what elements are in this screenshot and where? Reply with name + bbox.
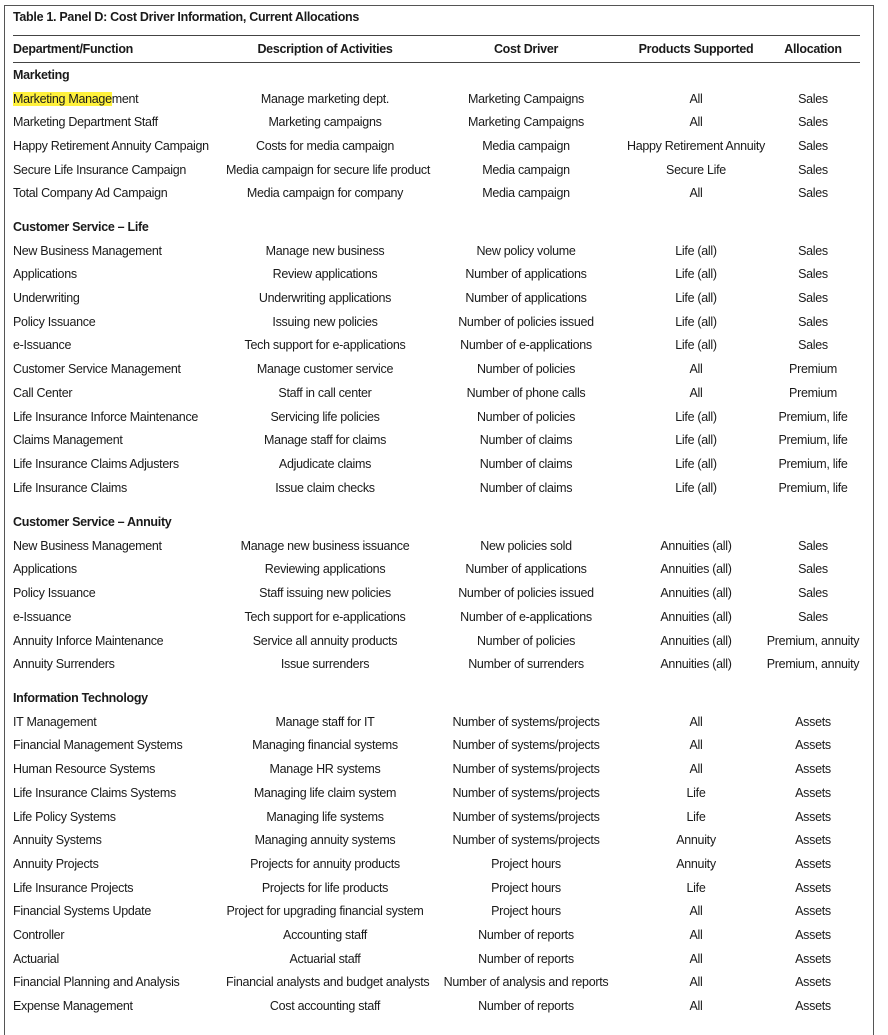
cell-description: Accounting staff	[283, 928, 367, 942]
cell-products: Life (all)	[675, 338, 717, 352]
cell-department: Life Insurance Projects	[13, 881, 134, 895]
section-header	[0, 511, 888, 534]
section-title: Information Technology	[13, 691, 148, 705]
cell-cost-driver: Media campaign	[482, 139, 570, 153]
cell-products: All	[689, 762, 703, 776]
cell-department: Policy Issuance	[13, 315, 96, 329]
cell-products: Annuities (all)	[660, 610, 732, 624]
cell-products: All	[689, 115, 703, 129]
table-row	[0, 711, 888, 734]
cell-description: Tech support for e-applications	[244, 610, 406, 624]
cell-cost-driver: Number of applications	[465, 562, 587, 576]
section-title: Customer Service – Life	[13, 220, 149, 234]
cell-cost-driver: Number of policies	[476, 634, 576, 648]
table-row	[0, 924, 888, 947]
cell-description: Projects for life products	[261, 881, 389, 895]
cell-allocation: Assets	[795, 999, 831, 1013]
cell-cost-driver: Number of policies issued	[458, 315, 594, 329]
cell-cost-driver: Number of systems/projects	[452, 810, 600, 824]
header-cost-driver: Cost Driver	[493, 42, 559, 56]
cell-cost-driver: Marketing Campaigns	[468, 92, 584, 106]
cell-cost-driver: New policy volume	[476, 244, 576, 258]
cell-products: Annuity	[676, 857, 716, 871]
cell-department: Secure Life Insurance Campaign	[13, 163, 187, 177]
cell-department	[13, 88, 138, 111]
cell-allocation: Assets	[795, 881, 831, 895]
table-row	[0, 429, 888, 452]
cell-description: Reviewing applications	[264, 562, 386, 576]
cell-products: All	[689, 999, 703, 1013]
cell-cost-driver: Number of analysis and reports	[443, 975, 609, 989]
cell-allocation: Premium, annuity	[766, 634, 860, 648]
table-row	[0, 782, 888, 805]
cell-allocation: Premium	[789, 386, 837, 400]
cell-department: Controller	[13, 928, 65, 942]
table-row	[0, 948, 888, 971]
cell-products: Annuities (all)	[660, 562, 732, 576]
cell-allocation: Premium, life	[778, 457, 848, 471]
cell-products: Life (all)	[675, 244, 717, 258]
cell-description: Review applications	[272, 267, 378, 281]
cell-allocation: Sales	[798, 610, 828, 624]
cell-cost-driver: Number of e-applications	[460, 338, 592, 352]
cell-cost-driver: Number of policies	[476, 362, 576, 376]
cell-products: All	[689, 186, 703, 200]
cell-cost-driver: Number of systems/projects	[452, 762, 600, 776]
cell-description: Manage customer service	[256, 362, 394, 376]
cell-description: Cost accounting staff	[269, 999, 381, 1013]
table-row	[0, 453, 888, 476]
cell-allocation: Premium, life	[778, 481, 848, 495]
cell-products: Annuities (all)	[660, 634, 732, 648]
cell-description: Marketing campaigns	[268, 115, 382, 129]
cell-cost-driver: Number of systems/projects	[452, 738, 600, 752]
cell-description: Staff issuing new policies	[259, 586, 391, 600]
cell-allocation: Assets	[795, 833, 831, 847]
cell-department: Life Insurance Claims Adjusters	[13, 457, 179, 471]
table-row	[0, 971, 888, 994]
table-title: Table 1. Panel D: Cost Driver Information, Current Allocations	[13, 10, 360, 24]
table-row	[0, 758, 888, 781]
header-allocation: Allocation	[784, 42, 842, 56]
cell-department: New Business Management	[13, 539, 162, 553]
cell-cost-driver: Project hours	[491, 904, 561, 918]
cell-products: Secure Life	[666, 163, 726, 177]
cell-description: Service all annuity products	[252, 634, 398, 648]
cell-allocation: Assets	[795, 762, 831, 776]
table-row	[0, 263, 888, 286]
cell-description: Projects for annuity products	[250, 857, 400, 871]
cell-products: Life (all)	[675, 481, 717, 495]
cell-department: Claims Management	[13, 433, 123, 447]
cell-cost-driver: Media campaign	[482, 186, 570, 200]
cell-products: Annuities (all)	[660, 657, 732, 671]
table-row	[0, 135, 888, 158]
cell-products: All	[689, 975, 703, 989]
cell-allocation: Assets	[795, 857, 831, 871]
cell-allocation: Premium, annuity	[766, 657, 860, 671]
cell-department: Marketing Department Staff	[13, 115, 158, 129]
cell-allocation: Sales	[798, 139, 828, 153]
cell-department: Annuity Inforce Maintenance	[13, 634, 164, 648]
cell-department: Financial Management Systems	[13, 738, 183, 752]
cell-department: Policy Issuance	[13, 586, 96, 600]
table-row	[0, 806, 888, 829]
cell-department: Expense Management	[13, 999, 133, 1013]
table-row	[0, 406, 888, 429]
cell-allocation: Premium, life	[778, 433, 848, 447]
cell-department: Life Insurance Claims Systems	[13, 786, 176, 800]
cell-products: Life (all)	[675, 315, 717, 329]
cell-description: Media campaign for company	[246, 186, 404, 200]
table-row	[0, 477, 888, 500]
cell-cost-driver: Number of e-applications	[460, 610, 592, 624]
cell-allocation: Sales	[798, 267, 828, 281]
cell-allocation: Premium, life	[778, 410, 848, 424]
cell-department: Life Insurance Inforce Maintenance	[13, 410, 199, 424]
table-row	[0, 558, 888, 581]
cell-cost-driver: New policies sold	[480, 539, 572, 553]
cell-products: Annuities (all)	[660, 539, 732, 553]
cell-department: Underwriting	[13, 291, 80, 305]
table-row	[0, 88, 888, 111]
cell-allocation: Premium	[789, 362, 837, 376]
cell-products: All	[689, 92, 703, 106]
cell-description: Media campaign for secure life product	[226, 163, 430, 177]
cell-department: Annuity Surrenders	[13, 657, 115, 671]
table-row	[0, 111, 888, 134]
section-title: Marketing	[13, 68, 70, 82]
cell-allocation: Assets	[795, 715, 831, 729]
cell-products: Life (all)	[675, 433, 717, 447]
section-header	[0, 687, 888, 710]
table-row	[0, 334, 888, 357]
table-row	[0, 877, 888, 900]
cell-description: Managing life claim system	[253, 786, 397, 800]
cell-department: Annuity Projects	[13, 857, 99, 871]
cell-department: New Business Management	[13, 244, 162, 258]
cell-department: e-Issuance	[13, 610, 72, 624]
cell-products: Life (all)	[675, 457, 717, 471]
table-row	[0, 630, 888, 653]
cell-products: Life	[686, 881, 706, 895]
table-row	[0, 606, 888, 629]
highlighted-text: Marketing Manage	[13, 92, 112, 106]
cell-products: All	[689, 386, 703, 400]
cell-cost-driver: Project hours	[491, 857, 561, 871]
cell-description: Manage staff for IT	[275, 715, 375, 729]
cell-products: Life (all)	[675, 291, 717, 305]
section-header	[0, 216, 888, 239]
cell-description: Managing financial systems	[252, 738, 398, 752]
cell-cost-driver: Number of systems/projects	[452, 715, 600, 729]
cell-products: Life	[686, 810, 706, 824]
cell-products: All	[689, 952, 703, 966]
table-row	[0, 995, 888, 1018]
cell-allocation: Sales	[798, 115, 828, 129]
cell-description: Underwriting applications	[258, 291, 392, 305]
cell-description: Tech support for e-applications	[244, 338, 406, 352]
cell-cost-driver: Number of policies	[476, 410, 576, 424]
cell-allocation: Assets	[795, 975, 831, 989]
header-row	[0, 38, 888, 61]
cell-department: Customer Service Management	[13, 362, 181, 376]
cell-description: Staff in call center	[278, 386, 372, 400]
table-row	[0, 240, 888, 263]
table-row	[0, 358, 888, 381]
cell-cost-driver: Number of claims	[479, 433, 573, 447]
cell-allocation: Sales	[798, 186, 828, 200]
cell-products: Life (all)	[675, 410, 717, 424]
cell-cost-driver: Number of reports	[478, 928, 574, 942]
table-row	[0, 159, 888, 182]
cell-cost-driver: Number of systems/projects	[452, 833, 600, 847]
cell-products: Happy Retirement Annuity	[626, 139, 765, 153]
cell-products: Life	[686, 786, 706, 800]
cell-products: All	[689, 904, 703, 918]
cell-allocation: Sales	[798, 586, 828, 600]
cell-cost-driver: Number of policies issued	[458, 586, 594, 600]
cell-department: Actuarial	[13, 952, 59, 966]
cell-products: All	[689, 928, 703, 942]
header-description: Description of Activities	[257, 42, 393, 56]
section-header	[0, 64, 888, 87]
cell-allocation: Sales	[798, 291, 828, 305]
cell-description: Financial analysts and budget analysts	[226, 975, 430, 989]
cell-allocation: Sales	[798, 338, 828, 352]
table-row	[0, 382, 888, 405]
cell-description: Project for upgrading financial system	[226, 904, 424, 918]
cell-department: Human Resource Systems	[13, 762, 156, 776]
cell-allocation: Assets	[795, 786, 831, 800]
cell-cost-driver: Project hours	[491, 881, 561, 895]
table-row	[0, 900, 888, 923]
cell-allocation: Sales	[798, 92, 828, 106]
cell-cost-driver: Number of reports	[478, 952, 574, 966]
cell-allocation: Sales	[798, 244, 828, 258]
cell-description: Manage new business issuance	[240, 539, 410, 553]
cell-description: Issue claim checks	[275, 481, 375, 495]
cell-department: Life Insurance Claims	[13, 481, 127, 495]
cell-allocation: Assets	[795, 738, 831, 752]
cell-department: Annuity Systems	[13, 833, 102, 847]
title-rule	[13, 35, 860, 36]
cell-products: Life (all)	[675, 267, 717, 281]
cell-description: Manage staff for claims	[263, 433, 387, 447]
cell-department: Applications	[13, 267, 77, 281]
cell-products: All	[689, 362, 703, 376]
table-row	[0, 853, 888, 876]
cell-allocation: Sales	[798, 163, 828, 177]
cell-department: e-Issuance	[13, 338, 72, 352]
cell-cost-driver: Number of reports	[478, 999, 574, 1013]
cell-cost-driver: Marketing Campaigns	[468, 115, 584, 129]
header-products: Products Supported	[638, 42, 754, 56]
cell-allocation: Assets	[795, 810, 831, 824]
cell-cost-driver: Number of applications	[465, 291, 587, 305]
cell-description: Costs for media campaign	[255, 139, 394, 153]
cell-description: Manage marketing dept.	[260, 92, 390, 106]
cell-cost-driver: Number of claims	[479, 481, 573, 495]
table-row	[0, 653, 888, 676]
table-row	[0, 582, 888, 605]
cell-description: Servicing life policies	[270, 410, 380, 424]
cell-department: Total Company Ad Campaign	[13, 186, 168, 200]
cell-cost-driver: Number of surrenders	[468, 657, 584, 671]
cell-products: All	[689, 715, 703, 729]
cell-department: Call Center	[13, 386, 73, 400]
cell-cost-driver: Number of systems/projects	[452, 786, 600, 800]
table-row	[0, 734, 888, 757]
cell-description: Manage HR systems	[269, 762, 381, 776]
cell-department: Financial Planning and Analysis	[13, 975, 180, 989]
section-title: Customer Service – Annuity	[13, 515, 172, 529]
cell-allocation: Assets	[795, 904, 831, 918]
cell-cost-driver: Media campaign	[482, 163, 570, 177]
cell-allocation: Assets	[795, 928, 831, 942]
cell-department: Happy Retirement Annuity Campaign	[13, 139, 209, 153]
cell-description: Issuing new policies	[272, 315, 378, 329]
cell-description: Issue surrenders	[280, 657, 370, 671]
cell-allocation: Sales	[798, 562, 828, 576]
cell-description: Managing annuity systems	[254, 833, 396, 847]
cell-description: Actuarial staff	[289, 952, 361, 966]
cell-allocation: Assets	[795, 952, 831, 966]
header-department: Department/Function	[13, 42, 133, 56]
cell-department: Financial Systems Update	[13, 904, 152, 918]
table-row	[0, 287, 888, 310]
table-row	[0, 182, 888, 205]
header-rule	[13, 62, 860, 63]
cell-description: Managing life systems	[266, 810, 384, 824]
cell-cost-driver: Number of phone calls	[466, 386, 586, 400]
cell-department: Life Policy Systems	[13, 810, 116, 824]
cell-department: IT Management	[13, 715, 97, 729]
cell-products: Annuities (all)	[660, 586, 732, 600]
cell-description: Adjudicate claims	[278, 457, 372, 471]
cell-allocation: Sales	[798, 315, 828, 329]
cell-products: All	[689, 738, 703, 752]
cell-cost-driver: Number of applications	[465, 267, 587, 281]
cell-allocation: Sales	[798, 539, 828, 553]
cell-cost-driver: Number of claims	[479, 457, 573, 471]
cell-products: Annuity	[676, 833, 716, 847]
cell-description: Manage new business	[265, 244, 385, 258]
table-row	[0, 311, 888, 334]
cell-department: Applications	[13, 562, 77, 576]
table-row	[0, 535, 888, 558]
table-row	[0, 829, 888, 852]
cell-text: ment	[111, 92, 139, 106]
